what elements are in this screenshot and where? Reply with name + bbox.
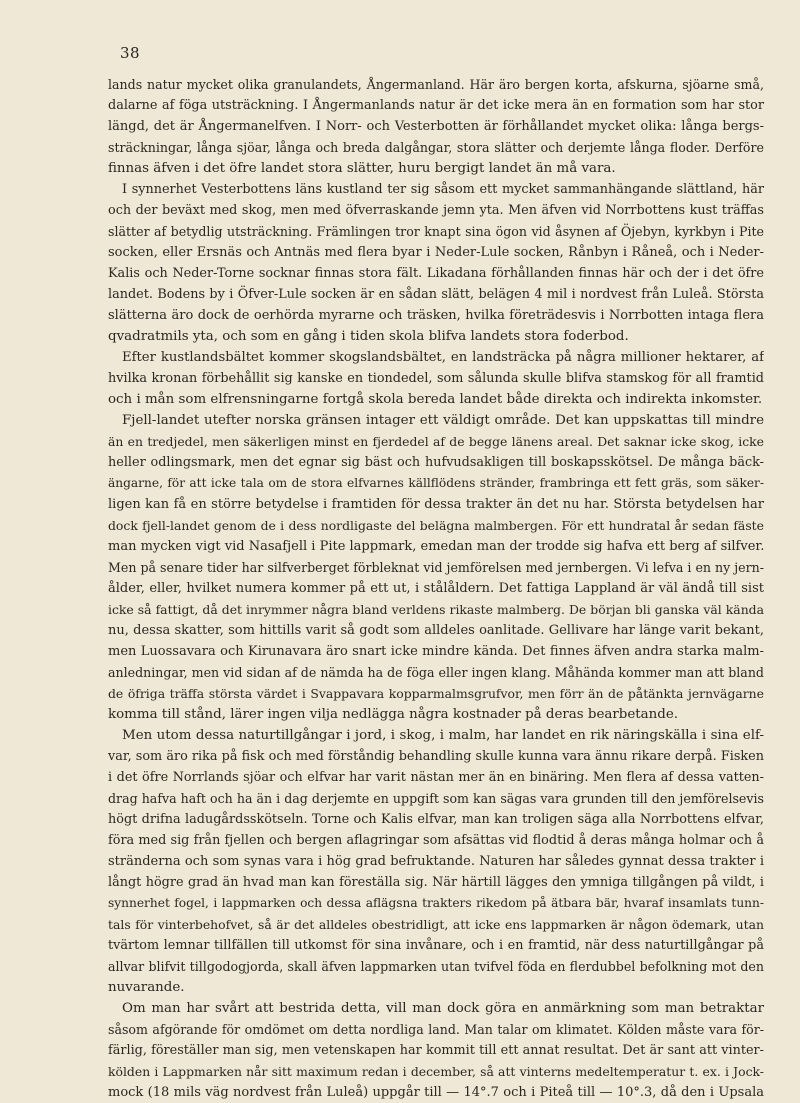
text-line: finnas äfven i det öfre landet stora slätter, huru bergigt landet än må vara. [108, 161, 616, 176]
text-line: tals för vinterbehofvet, så är det alldeles obestridligt, att icke ens lappmarken är någon ödemark, utan [108, 917, 764, 932]
text-line: än en tredjedel, men säkerligen minst en fjerdedel af de begge länens areal. Det saknar icke skog, icke [108, 434, 764, 449]
text-line: lands natur mycket olika granulandets, Ångermanland. Här äro bergen korta, afskurna, sjöarne små, [108, 77, 764, 92]
text-line: ålder, eller, hvilket numera kommer på ett ut, i stålåldern. Det fattiga Lappland är väl ändå till sist [108, 581, 764, 596]
text-line: anledningar, men vid sidan af de nämda ha de föga eller ingen klang. Måhända kommer man att bland [108, 665, 764, 680]
text-line: icke så fattigt, då det inrymmer några bland verldens rikaste malmberg. De början bli ganska väl kända [108, 602, 764, 617]
text-line: och i mån som elfrensningarne fortgå skola bereda landet både direkta och indirekta inkomster. [108, 392, 763, 407]
text-line: långt högre grad än hvad man kan föreställa sig. När härtill lägges den ymniga tillgången på vildt, i [108, 875, 764, 890]
text-line: Fjell-landet utefter norska gränsen intager ett väldigt område. Det kan uppskattas till mindre [122, 413, 764, 428]
text-line: I synnerhet Vesterbottens läns kustland ter sig såsom ett mycket sammanhängande slättland, här [122, 182, 764, 197]
text-line: slätterna äro dock de oerhörda myrarne och träsken, hvilka företrädesvis i Norrbotten intaga flera [108, 308, 764, 323]
text-line: var, som äro rika på fisk och med förståndig behandling skulle kunna vara ännu rikare derpå. Fisken [108, 749, 764, 764]
text-line: drag hafva haft och ha än i dag derjemte en uppgift som kan sägas vara grunden till den jemförelsevis [108, 791, 764, 806]
text-line: längd, det är Ångermanelfven. I Norr- och Vesterbotten är förhållandet mycket olika: långa bergs- [108, 119, 764, 134]
text-line: kölden i Lappmarken når sitt maximum redan i december, så att vinterns medeltemperatur t. ex. i Jock- [108, 1064, 764, 1079]
text-line: men Luossavara och Kirunavara äro snart icke mindre kända. Det finnes äfven andra starka malm- [108, 644, 764, 659]
text-line: dalarne af föga utsträckning. I Ångermanlands natur är det icke mera än en formation som har stor [108, 98, 764, 113]
text-line: Men utom dessa naturtillgångar i jord, i skog, i malm, har landet en rik näringskälla i sina elf- [122, 728, 764, 743]
text-line: socken, eller Ersnäs och Antnäs med flera byar i Neder-Lule socken, Rånbyn i Råneå, och i Neder- [108, 245, 764, 260]
text-line: sträckningar, långa sjöar, långa och breda dalgångar, stora slätter och derjemte långa floder. Derföre [108, 140, 764, 155]
text-line: hvilka kronan förbehållit sig kanske en tiondedel, som sålunda skulle blifva stamskog för all framtid [108, 371, 764, 386]
text-line: färlig, föreställer man sig, men vetenskapen har kommit till ett annat resultat. Det är sant att vinter- [108, 1043, 764, 1058]
text-line: ängarne, för att icke tala om de stora elfvarnes källflödens stränder, frambringa ett fett gräs, som säker- [108, 476, 764, 490]
text-line: slätter af betydlig utsträckning. Främlingen tror knapt sina ögon vid åsynen af Öjebyn, kyrkbyn i Pite [108, 224, 764, 239]
text-line: allvar blifvit tillgodogjorda, skall äfven lappmarken utan tvifvel föda en flerdubbel befolkning mot den [108, 959, 764, 974]
text-line: qvadratmils yta, och som en gång i tiden skola blifva landets stora foderbod. [108, 329, 629, 344]
text-line: mock (18 mils väg nordvest från Luleå) uppgår till — 14°.7 och i Piteå till — 10°.3, då den i Upsala [108, 1085, 764, 1100]
text-line: heller odlingsmark, men det egnar sig bäst och hufvudsakligen till boskapsskötsel. De många bäck- [108, 455, 764, 470]
text-line: nu, dessa skatter, som hittills varit så godt som alldeles oanlitade. Gellivare har länge varit bekant, [108, 623, 764, 638]
text-line: och der beväxt med skog, men med öfverraskande jemn yta. Men äfven vid Norrbottens kust träffas [108, 203, 764, 218]
text-line: föra med sig från fjellen och bergen aflagringar som afsättas vid flodtid å deras många holmar och å [108, 833, 764, 848]
text-line: landet. Bodens by i Öfver-Lule socken är en sådan slätt, belägen 4 mil i nordvest från Luleå. Största [108, 287, 764, 302]
text-line: Men på senare tider har silfverberget förbleknat vid jemförelsen med jernbergen. Vi lefva i en ny jern- [108, 560, 764, 575]
text-line: man mycken vigt vid Nasafjell i Pite lappmark, emedan man der trodde sig hafva ett berg af silfver. [108, 539, 764, 554]
text-line: de öfriga träffa största värdet i Svappavara kopparmalmsgrufvor, men förr än de påtänkta jernvägarne [108, 686, 764, 701]
text-line: synnerhet fogel, i lappmarken och dessa aflägsna trakters rikedom på ätbara bär, hvaraf insamlats tunn- [108, 896, 764, 910]
text-line: Efter kustlandsbältet kommer skogslandsbältet, en landsträcka på några millioner hektarer, af [122, 350, 764, 365]
text-line: tvärtom lemnar tillfällen till utkomst för sina invånare, och i en framtid, när dess naturtillgångar på [108, 938, 764, 953]
text-line: nuvarande. [108, 980, 185, 995]
text-line: Om man har svårt att bestrida detta, vill man dock göra en anmärkning som man betraktar [122, 1001, 764, 1016]
page-number: 38 [120, 44, 141, 62]
text-line: i det öfre Norrlands sjöar och elfvar har varit nästan mer än en binäring. Men flera af dessa vatten- [108, 770, 764, 785]
text-line: högt drifna ladugårdsskötseln. Torne och Kalis elfvar, man kan troligen säga alla Norrbottens elfvar, [108, 812, 764, 827]
text-line: såsom afgörande för omdömet om detta nordliga land. Man talar om klimatet. Kölden måste vara för- [108, 1022, 764, 1037]
text-line: dock fjell-landet genom de i dess nordligaste del belägna malmbergen. För ett hundratal år sedan fäste [108, 518, 764, 533]
text-line: Kalis och Neder-Torne socknar finnas stora fält. Likadana förhållanden finnas här och der i det öfre [108, 266, 764, 281]
text-line: ligen kan få en större betydelse i framtiden för dessa trakter än det nu har. Största betydelsen har [108, 497, 764, 512]
text-line: komma till stånd, lärer ingen vilja nedlägga några kostnader på deras bearbetande. [108, 707, 679, 722]
text-line: stränderna och som synas vara i hög grad befruktande. Naturen har således gynnat dessa trakter i [108, 854, 764, 869]
body-text [108, 74, 764, 1103]
